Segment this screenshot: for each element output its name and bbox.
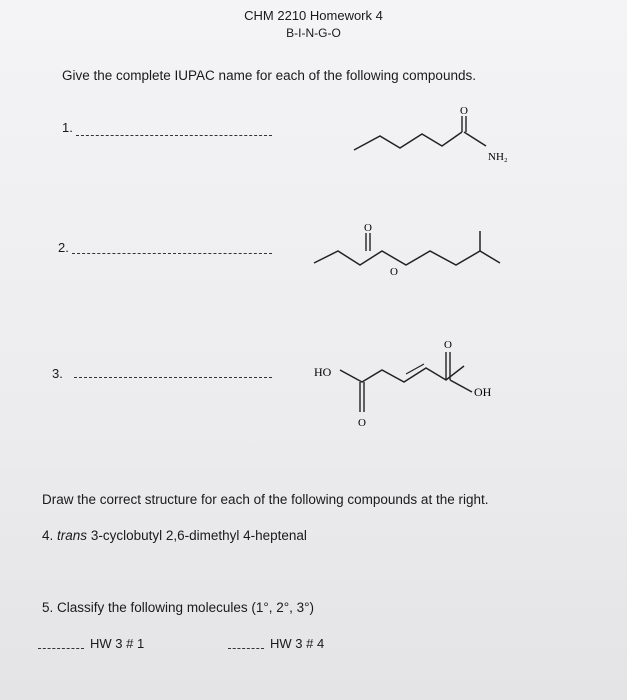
question-2-answer-blank[interactable] xyxy=(72,253,272,254)
question-3-double-bond-inner xyxy=(406,364,424,374)
question-1-amide-bond xyxy=(464,132,486,146)
question-1-amine-label: NH₂ xyxy=(488,151,508,163)
question-5a-answer-blank[interactable] xyxy=(38,648,84,649)
question-3-ketone-oxygen-label: O xyxy=(358,417,366,429)
question-4-stereo-descriptor: trans xyxy=(57,528,88,543)
question-5a-label: HW 3 # 1 xyxy=(90,636,145,651)
part2-instructions: Draw the correct structure for each of the following compounds at the right. xyxy=(42,492,489,507)
question-2-ester-chain xyxy=(314,251,500,265)
question-1-carbon-chain xyxy=(354,132,462,150)
question-2-carbonyl-oxygen-label: O xyxy=(364,222,372,234)
question-3-answer-blank[interactable] xyxy=(74,377,272,378)
question-1-structure xyxy=(340,100,540,170)
question-3-number: 3. xyxy=(52,366,63,381)
question-1-answer-blank[interactable] xyxy=(76,135,272,136)
question-4-compound-name: 3-cyclobutyl 2,6-dimethyl 4-heptenal xyxy=(90,528,307,543)
question-2-ester-oxygen-label: O xyxy=(390,266,398,278)
question-1-number: 1. xyxy=(62,120,73,135)
question-5b-label: HW 3 # 4 xyxy=(270,636,325,651)
question-5b-answer-blank[interactable] xyxy=(228,648,264,649)
question-1-oxygen-label: O xyxy=(460,105,468,117)
question-2-structure xyxy=(308,215,508,290)
question-5-prompt: 5. Classify the following molecules (1°, 2°, 3°) xyxy=(42,600,315,615)
page-subtitle: B-I-N-G-O xyxy=(286,26,341,40)
question-4-number: 4. xyxy=(42,528,54,543)
part1-instructions: Give the complete IUPAC name for each of the following compounds. xyxy=(62,68,476,83)
question-3-hydroxyl-left-label: HO xyxy=(314,365,332,379)
question-3-hydroxyl-right-label: OH xyxy=(474,385,492,399)
question-3-acid-oh-bond xyxy=(450,380,472,392)
question-3-acid-oxygen-label: O xyxy=(444,339,452,351)
question-2-number: 2. xyxy=(58,240,69,255)
question-4 xyxy=(42,528,307,543)
page-title: CHM 2210 Homework 4 xyxy=(244,8,383,23)
question-3-structure xyxy=(310,330,530,440)
